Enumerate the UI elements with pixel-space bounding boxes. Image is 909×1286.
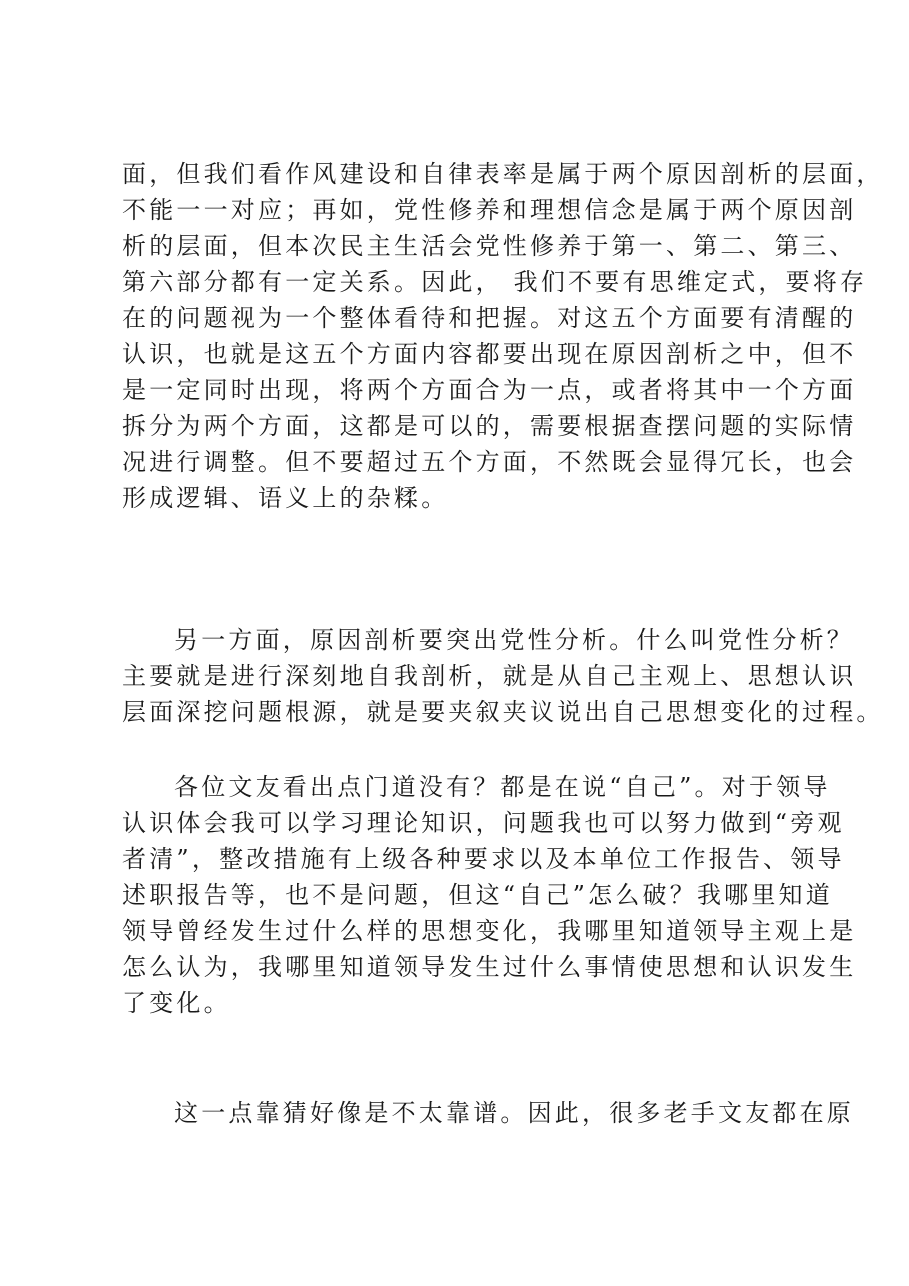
text-line: 了变化。 xyxy=(122,989,231,1017)
text-line: 者清”，整改措施有上级各种要求以及本单位工作报告、领导 xyxy=(122,845,845,873)
text-line: 各位文友看出点门道没有？都是在说“自己”。对于领导 xyxy=(174,773,831,801)
text-line: 不能一一对应；再如，党性修养和理想信念是属于两个原因剖 xyxy=(122,196,857,224)
text-line: 怎么认为，我哪里知道领导发生过什么事情使思想和认识发生 xyxy=(122,953,857,981)
text-line: 第六部分都有一定关系。因此， 我们不要有思维定式，要将存 xyxy=(122,268,868,296)
paragraph-guessing xyxy=(122,1095,854,1131)
text-line: 在的问题视为一个整体看待和把握。对这五个方面要有清醒的 xyxy=(122,304,857,332)
text-line: 主要就是进行深刻地自我剖析，就是从自己主观上、思想认识 xyxy=(122,662,857,690)
paragraph-continuation xyxy=(122,156,884,516)
text-line: 领导曾经发生过什么样的思想变化，我哪里知道领导主观上是 xyxy=(122,917,857,945)
text-line: 析的层面，但本次民主生活会党性修养于第一、第二、第三、 xyxy=(122,232,857,260)
text-line: 这一点靠猜好像是不太靠谱。因此，很多老手文友都在原 xyxy=(174,1099,854,1127)
paragraph-party-analysis xyxy=(122,622,884,730)
text-line: 另一方面，原因剖析要突出党性分析。什么叫党性分析？ xyxy=(174,626,854,654)
text-line: 况进行调整。但不要超过五个方面，不然既会显得冗长，也会 xyxy=(122,448,857,476)
text-line: 形成逻辑、语义上的杂糅。 xyxy=(122,484,449,512)
text-line: 认识，也就是这五个方面内容都要出现在原因剖析之中，但不 xyxy=(122,340,857,368)
paragraph-self xyxy=(122,769,857,1021)
text-line: 拆分为两个方面，这都是可以的，需要根据查摆问题的实际情 xyxy=(122,412,857,440)
text-line: 层面深挖问题根源，就是要夹叙夹议说出自己思想变化的过程。 xyxy=(122,698,884,726)
text-line: 认识体会我可以学习理论知识，问题我也可以努力做到“旁观 xyxy=(122,809,845,837)
text-line: 述职报告等，也不是问题，但这“自己”怎么破？我哪里知道 xyxy=(122,881,833,909)
text-line: 是一定同时出现，将两个方面合为一点，或者将其中一个方面 xyxy=(122,376,857,404)
text-line: 面，但我们看作风建设和自律表率是属于两个原因剖析的层面， xyxy=(122,160,884,188)
